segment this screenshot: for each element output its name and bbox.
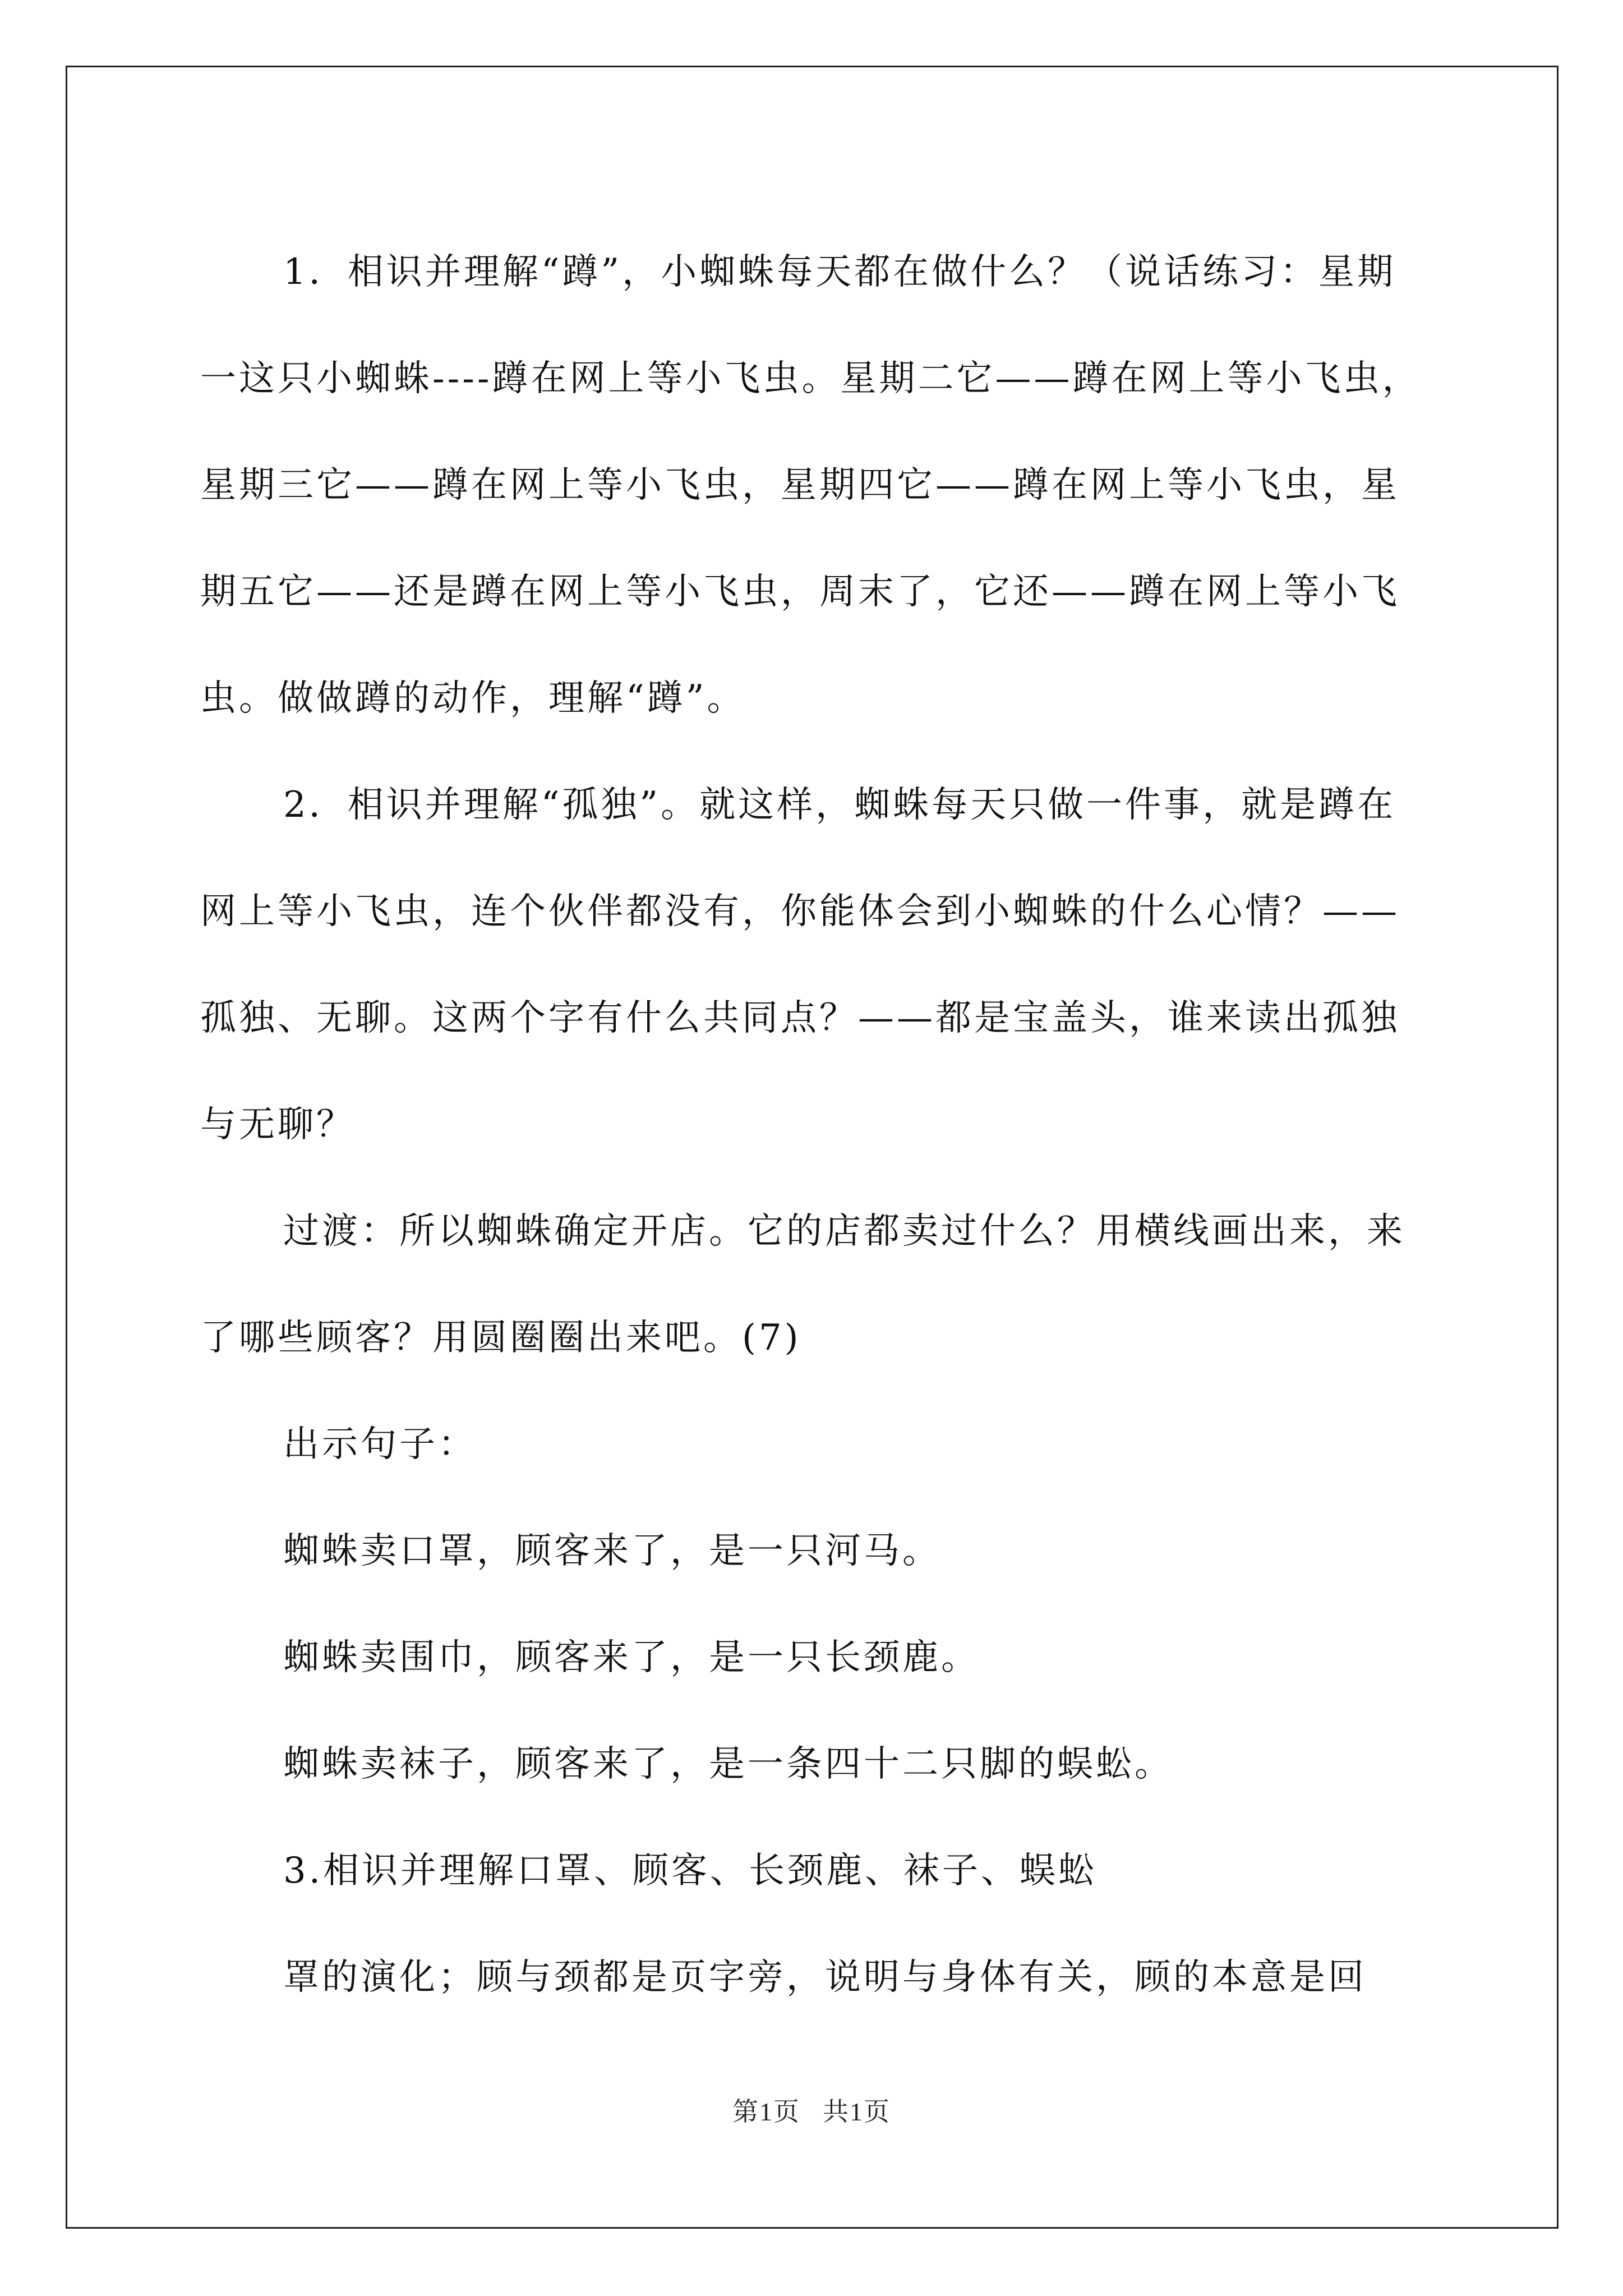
page-footer: [0, 2091, 1623, 2128]
page-total: 共1页: [823, 2097, 891, 2126]
paragraph-show-sentences: 出示句子：: [283, 1424, 477, 1465]
paragraph-squat: 1．相识并理解“蹲”，小蜘蛛每天都在做什么？（说话练习：星期一这只小蜘蛛----蹲在网上等小飞虫。星期二它——蹲在网上等小飞虫，星期三它——蹲在网上等小飞虫，星期四它——蹲在网上等小飞虫，星期五它——还是蹲在网上等小飞虫，周末了，它还——蹲在网上等小飞虫。做做蹲的动作，理解“蹲”。: [200, 251, 1421, 719]
paragraph-vocabulary: 3.相识并理解口罩、顾客、长颈鹿、袜子、蜈蚣: [283, 1850, 1098, 1892]
paragraph-transition: 过渡：所以蜘蛛确定开店。它的店都卖过什么？用横线画出来，来了哪些顾客？用圆圈圈出来吧。(7): [200, 1211, 1405, 1359]
sentence-socks-centipede: 蜘蛛卖袜子，顾客来了，是一条四十二只脚的蜈蚣。: [283, 1743, 1173, 1785]
paragraph-evolution: 罩的演化；顾与颈都是页字旁，说明与身体有关，顾的本意是回: [283, 1957, 1367, 1998]
sentence-scarf-giraffe: 蜘蛛卖围巾，顾客来了，是一只长颈鹿。: [283, 1637, 980, 1678]
sentence-mask-hippo: 蜘蛛卖口罩，顾客来了，是一只河马。: [283, 1530, 941, 1572]
document-body: [200, 219, 1431, 2031]
paragraph-lonely: 2．相识并理解“孤独”。就这样，蜘蛛每天只做一件事，就是蹲在网上等小飞虫，连个伙伴都没有，你能体会到小蜘蛛的什么心情？——孤独、无聊。这两个字有什么共同点？——都是宝盖头，谁来读出孤独与无聊？: [200, 784, 1400, 1145]
page-number: 第1页: [732, 2097, 800, 2126]
